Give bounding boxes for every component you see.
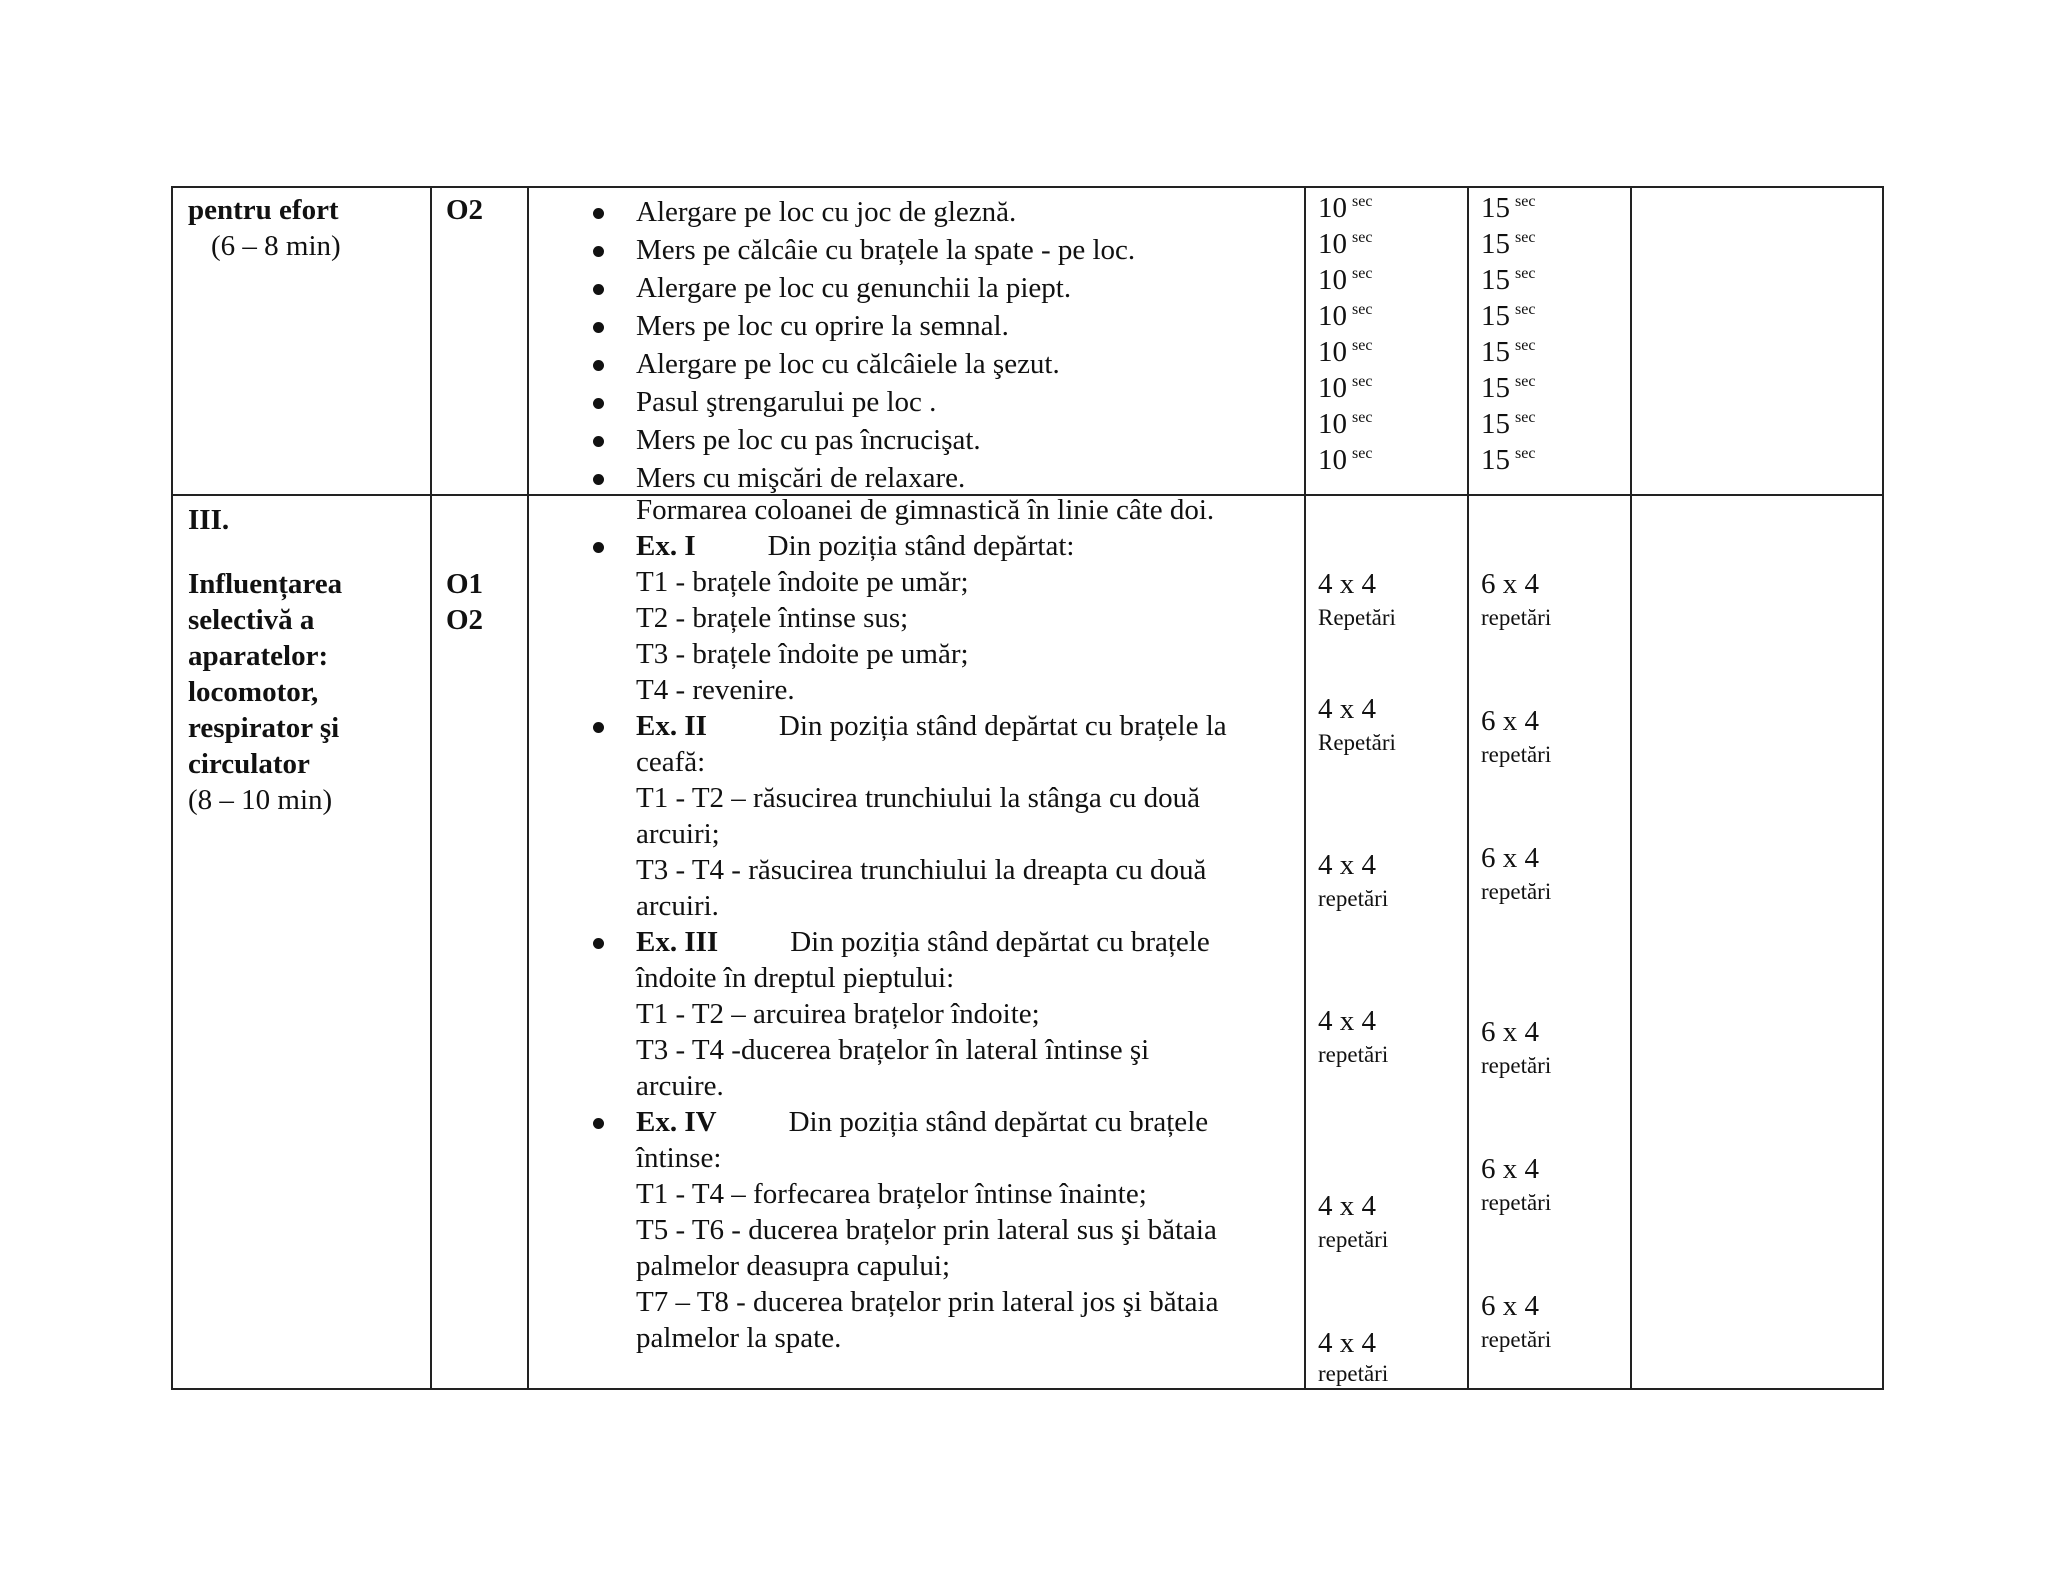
exercise-step: T4 - revenire.	[636, 674, 795, 706]
bullet-icon	[593, 938, 604, 949]
dose-unit: repetări	[1481, 1053, 1552, 1078]
bullet-icon	[593, 246, 604, 257]
exercise-step: T3 - brațele îndoite pe umăr;	[636, 638, 969, 670]
dose-value: 10 $^{sec}$	[1318, 264, 1373, 296]
exercise-step: palmelor deasupra capului;	[636, 1250, 951, 1282]
exercise-step: întinse:	[636, 1142, 722, 1174]
exercise-item: Mers pe loc cu oprire la semnal.	[636, 310, 1009, 342]
lesson-plan-table	[171, 186, 1884, 1390]
dose-value: 6 x 4	[1481, 705, 1539, 737]
dose-value: 10 $^{sec}$	[1318, 408, 1373, 440]
exercise-step: T1 - T4 – forfecarea brațelor întinse înainte;	[636, 1178, 1147, 1210]
exercise-item: Mers cu mişcări de relaxare.	[636, 462, 966, 494]
section-duration: (6 – 8 min)	[211, 230, 341, 262]
exercise-step: T1 - T2 – răsucirea trunchiului la stânga cu două	[636, 782, 1200, 814]
bullet-icon	[593, 722, 604, 733]
objective-code: O2	[446, 194, 484, 226]
exercise-step: T2 - brațele întinse sus;	[636, 602, 909, 634]
exercise-heading: Ex. III Din poziția stând depărtat cu brațele	[636, 926, 1210, 958]
dose-value: 6 x 4	[1481, 842, 1539, 874]
dose-unit: Repetări	[1318, 605, 1396, 630]
dose-value: 10 $^{sec}$	[1318, 372, 1373, 404]
bullet-icon	[593, 474, 604, 485]
dose-unit: repetări	[1481, 1327, 1552, 1352]
exercise-heading: Ex. I Din poziția stând depărtat:	[636, 530, 1075, 562]
row-warmup	[173, 188, 1882, 494]
dose-unit: repetări	[1481, 879, 1552, 904]
dose-value: 6 x 4	[1481, 1290, 1539, 1322]
dose-unit: Repetări	[1318, 730, 1396, 755]
dose-value: 10 $^{sec}$	[1318, 300, 1373, 332]
dose-value: 6 x 4	[1481, 568, 1539, 600]
dose-value: 10 $^{sec}$	[1318, 444, 1373, 476]
dose-value: 4 x 4	[1318, 1327, 1376, 1359]
dose-value: 4 x 4	[1318, 1190, 1376, 1222]
exercise-item: Alergare pe loc cu călcâiele la şezut.	[636, 348, 1060, 380]
exercise-item: Mers pe loc cu pas încrucişat.	[636, 424, 981, 456]
exercise-step: îndoite în dreptul pieptului:	[636, 962, 955, 994]
exercise-step: T7 – T8 - ducerea brațelor prin lateral jos şi bătaia	[636, 1286, 1219, 1318]
bullet-icon	[593, 398, 604, 409]
bullet-icon	[593, 360, 604, 371]
objective-code: O2	[446, 604, 484, 636]
bullet-icon	[593, 284, 604, 295]
dose-value: 15 $^{sec}$	[1481, 264, 1536, 296]
dose-value: 4 x 4	[1318, 568, 1376, 600]
exercise-step: T3 - T4 - răsucirea trunchiului la dreapta cu două	[636, 854, 1207, 886]
exercise-heading: Ex. II Din poziția stând depărtat cu brațele la	[636, 710, 1227, 742]
exercise-step: T1 - T2 – arcuirea brațelor îndoite;	[636, 998, 1040, 1030]
exercise-item: Alergare pe loc cu joc de gleznă.	[636, 196, 1017, 228]
dose-value: 15 $^{sec}$	[1481, 408, 1536, 440]
dose-value: 15 $^{sec}$	[1481, 444, 1536, 476]
dose-unit: repetări	[1318, 1361, 1389, 1386]
section-duration: (8 – 10 min)	[188, 784, 333, 816]
dose-value: 4 x 4	[1318, 849, 1376, 881]
dose-value: 4 x 4	[1318, 1005, 1376, 1037]
dose-value: 15 $^{sec}$	[1481, 300, 1536, 332]
formation-instruction: Formarea coloanei de gimnastică în linie câte doi.	[636, 494, 1215, 526]
bullet-icon	[593, 322, 604, 333]
dose-value: 10 $^{sec}$	[1318, 192, 1373, 224]
dose-unit: repetări	[1318, 886, 1389, 911]
bullet-icon	[593, 436, 604, 447]
exercise-step: T5 - T6 - ducerea brațelor prin lateral sus şi bătaia	[636, 1214, 1217, 1246]
dose-value: 6 x 4	[1481, 1153, 1539, 1185]
bullet-icon	[593, 208, 604, 219]
dose-unit: repetări	[1481, 1190, 1552, 1215]
bullet-icon	[593, 1118, 604, 1129]
bullet-icon	[593, 542, 604, 553]
section-title: pentru efort	[188, 194, 339, 226]
exercise-heading: Ex. IV Din poziția stând depărtat cu brațele	[636, 1106, 1209, 1138]
exercise-step: arcuire.	[636, 1070, 724, 1102]
dose-unit: repetări	[1481, 605, 1552, 630]
dose-unit: repetări	[1481, 742, 1552, 767]
dose-value: 15 $^{sec}$	[1481, 192, 1536, 224]
dose-value: 15 $^{sec}$	[1481, 228, 1536, 260]
exercise-item: Pasul ştrengarului pe loc .	[636, 386, 937, 418]
dose-unit: repetări	[1318, 1042, 1389, 1067]
exercise-step: ceafă:	[636, 746, 706, 778]
dose-unit: repetări	[1318, 1227, 1389, 1252]
objective-code: O1	[446, 568, 484, 600]
exercise-step: arcuiri.	[636, 890, 719, 922]
dose-value: 10 $^{sec}$	[1318, 228, 1373, 260]
dose-value: 6 x 4	[1481, 1016, 1539, 1048]
exercise-step: T1 - brațele îndoite pe umăr;	[636, 566, 969, 598]
dose-value: 15 $^{sec}$	[1481, 336, 1536, 368]
section-number: III.	[188, 504, 230, 536]
dose-value: 10 $^{sec}$	[1318, 336, 1373, 368]
row-selective-influence: III. Influențarea selectivă a aparatelor: locomotor, respirator şi circulator (8 – 10 min) O1 O2 Formarea coloanei de gimnastică în linie câte doi. Ex. I Din poziția stând depărtat: T1 - brațele îndoite pe umăr; T2 - brațele întinse sus; T3 - brațele îndoite pe umăr; T4 - revenire. Ex. II Din poziția stând depărtat cu brațele la ceafă: T1 - T2 – răsucirea trunchiului la stânga cu două arcuiri; T3 - T4 - răsucirea trunchiului la dreapta cu două arcuiri. Ex. III Din poziția stând depărtat cu brațele îndoite în dreptul pieptului: T1 - T2 – arcuirea brațelor îndoite; T3 - T4 -ducerea brațelor în lateral întinse şi arcuire. Ex. IV Din poziția stând depărtat cu brațele întinse: T1 - T4 – forfecarea brațelor întinse înainte; T5 - T6 - ducerea brațelor prin lateral sus şi bătaia palmelor deasupra capului; T7 – T8 - ducerea brațelor prin lateral jos şi bătaia palmelor la spate. 4 x 4 Repetări 4 x 4 Repetări 4 x 4 repetări 4 x 4 repetări 4 x 4 repetări 4 x 4 repetări 6 x 4 repetări 6 x 4 repetări 6 x 4 repetări 6 x 4 repetări 6 x 4 repetări 6 x 4 repetări	[173, 496, 1882, 1390]
exercise-item: Alergare pe loc cu genunchii la piept.	[636, 272, 1072, 304]
dose-value: 15 $^{sec}$	[1481, 372, 1536, 404]
exercise-step: palmelor la spate.	[636, 1322, 842, 1354]
dose-value: 4 x 4	[1318, 693, 1376, 725]
exercise-step: T3 - T4 -ducerea brațelor în lateral întinse şi	[636, 1034, 1150, 1066]
exercise-step: arcuiri;	[636, 818, 720, 850]
exercise-item: Mers pe călcâie cu brațele la spate - pe loc.	[636, 234, 1136, 266]
